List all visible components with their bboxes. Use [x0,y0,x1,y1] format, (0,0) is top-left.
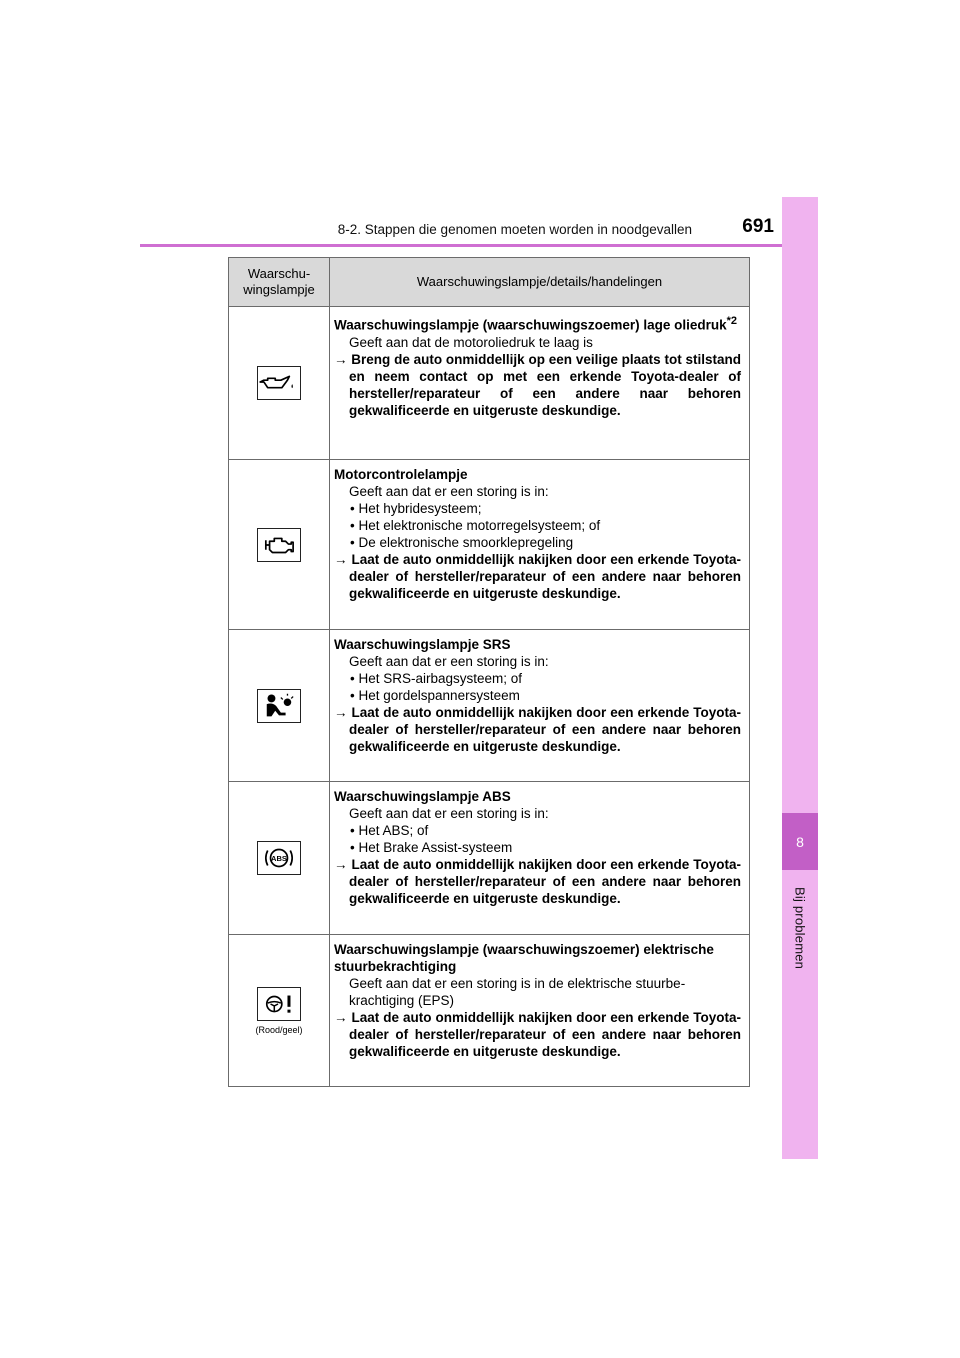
lamp-cell [229,460,330,630]
list-item [334,822,741,839]
chapter-number: 8 [782,813,818,870]
lamp-cell [229,935,330,1087]
row-action [334,856,741,907]
lamp-cell [229,630,330,782]
row-info: Geeft aan dat er een storing is in: [349,484,549,499]
details-cell [330,307,750,460]
list-item [334,517,741,534]
airbag-icon [257,689,301,723]
section-title: 8-2. Stappen die genomen moeten worden in noodgevallen [337,222,692,237]
engine-icon [257,528,301,562]
row-info: Geeft aan dat er een storing is in: [349,654,549,669]
details-cell [330,935,750,1087]
bullet-icon: • [350,671,355,686]
abs-icon-text: ABS [271,853,287,863]
row-title [334,313,741,334]
details-cell [330,782,750,935]
page-number: 691 [742,216,774,237]
row-info: Geeft aan dat er een storing is in: [349,806,549,821]
list-item-text: Het SRS-airbagsysteem; of [358,671,523,686]
row-title: Waarschuwingslampje ABS [334,789,511,804]
row-action-text: Laat de auto onmiddellijk nakijken door een erkende Toyota-dealer of hersteller/reparateur of een andere naar behoren gekwalificeerde en uitgeruste deskundige. [349,857,741,906]
steering-warning-icon [257,987,301,1021]
col-lamp-header [229,258,330,307]
col-details-header: Waarschuwingslampje/details/handelingen [330,258,750,307]
row-action-text: Laat de auto onmiddellijk nakijken door een erkende Toyota-dealer of hersteller/reparateur of een andere naar behoren gekwalificeerde en uitgeruste deskundige. [349,1010,741,1059]
list-item-text: Het Brake Assist-systeem [358,840,513,855]
lamp-cell [229,782,330,935]
list-item-text: Het gordelspannersysteem [358,688,520,703]
list-item [334,839,741,856]
chapter-side-tab [782,197,818,1159]
row-title: Motorcontrolelampje [334,467,468,482]
row-action [334,704,741,755]
row-action [334,1009,741,1060]
row-info: Geeft aan dat de motoroliedruk te laag is [349,334,593,350]
abs-icon [257,841,301,875]
lamp-cell [229,307,330,460]
table-row [229,460,750,630]
list-item [334,670,741,687]
bullet-icon: • [350,688,355,703]
arrow-icon: → [334,351,348,367]
col-lamp-header-text: Waarschu- wingslampje [243,266,315,297]
warning-lights-table [228,257,750,1087]
row-info: Geeft aan dat er een storing is in de elektrische stuurbekrachtiging (EPS) [349,976,686,1008]
table-row [229,935,750,1087]
list-item-text: De elektronische smoorklepregeling [358,535,574,550]
details-cell [330,630,750,782]
row-action [334,351,741,419]
list-item-text: Het hybridesysteem; [358,501,482,516]
list-item [334,500,741,517]
arrow-icon: → [334,705,348,720]
table-row [229,630,750,782]
details-cell [330,460,750,630]
chapter-title: Bij problemen [792,887,808,970]
arrow-icon: → [334,857,348,872]
list-item-text: Het elektronische motorregelsysteem; of [358,518,601,533]
bullet-icon: • [350,501,355,516]
list-item-text: Het ABS; of [358,823,429,838]
chapter-title-container [782,887,818,1087]
bullet-icon: • [350,518,355,533]
arrow-icon: → [334,1010,348,1025]
table-header-row [229,258,750,307]
row-title: Waarschuwingslampje SRS [334,637,511,652]
row-action-text: Laat de auto onmiddellijk nakijken door een erkende Toyota-dealer of hersteller/reparateur of een andere naar behoren gekwalificeerde en uitgeruste deskundige. [349,552,741,601]
footnote-marker: *2 [726,315,738,327]
row-title: Waarschuwingslampje (waarschuwingszoemer) elektrische stuurbekrachtiging [334,942,714,974]
row-action-text: Breng de auto onmiddellijk op een veilige plaats tot stilstand en neem contact op met een erkende Toyota-dealer of hersteller/reparateur of een andere naar behoren gekwalificeerde en uitgeruste deskundige. [349,351,741,418]
row-title-text: Waarschuwingslampje (waarschuwingszoemer) lage oliedruk [334,317,727,333]
table-body [229,307,750,1087]
row-action [334,551,741,602]
bullet-icon: • [350,823,355,838]
lamp-color-note: (Rood/geel) [255,1024,303,1035]
row-action-text: Laat de auto onmiddellijk nakijken door een erkende Toyota-dealer of hersteller/reparateur of een andere naar behoren gekwalificeerde en uitgeruste deskundige. [349,705,741,754]
arrow-icon: → [334,552,348,567]
table-row [229,307,750,460]
bullet-icon: • [350,840,355,855]
oil-can-icon [257,366,301,400]
page-header [140,216,782,247]
bullet-icon: • [350,535,355,550]
table-row [229,782,750,935]
list-item [334,687,741,704]
list-item [334,534,741,551]
